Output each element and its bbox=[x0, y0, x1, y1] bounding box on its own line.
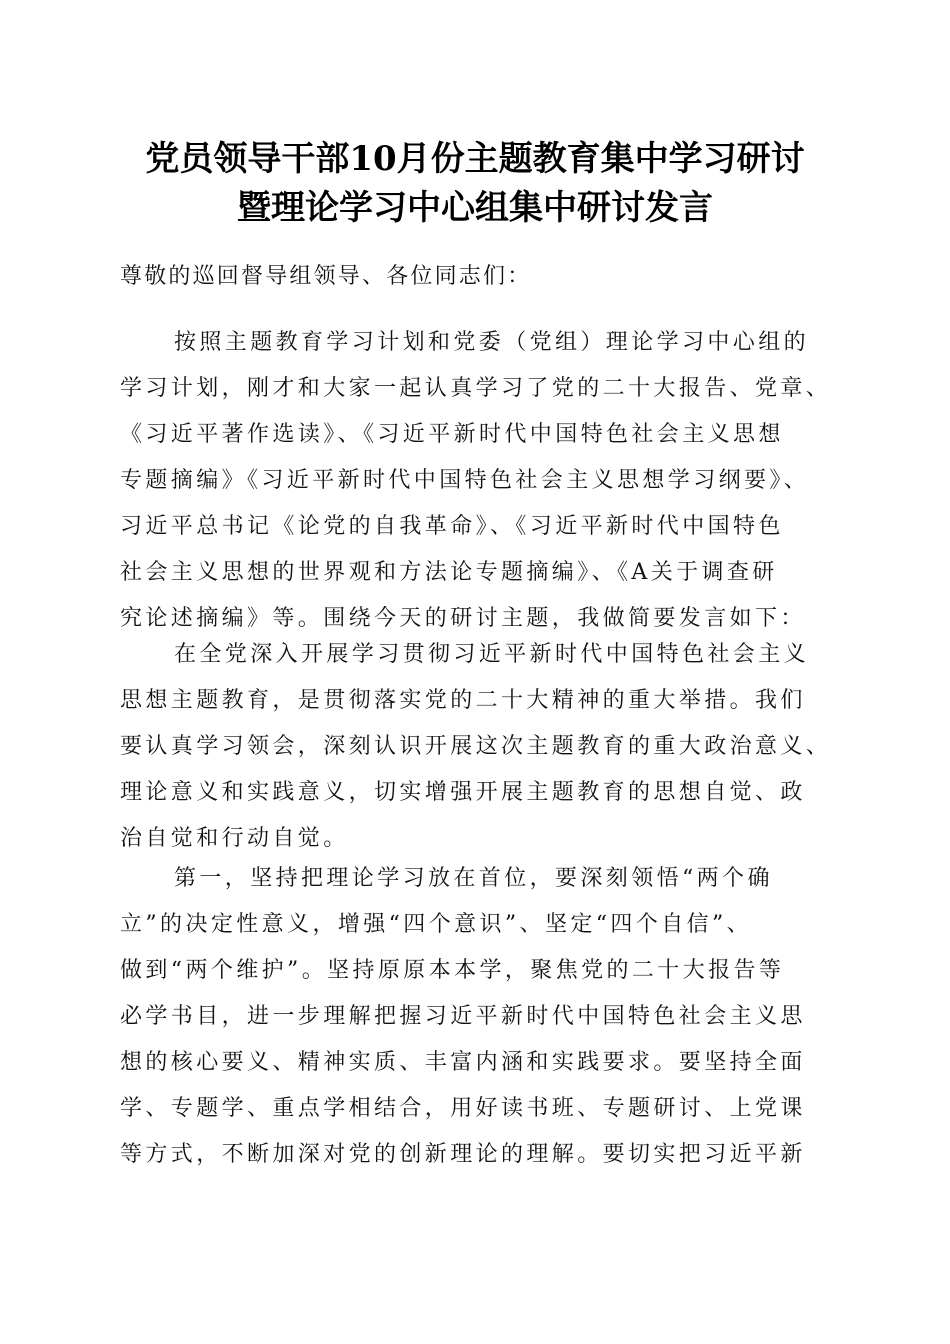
paragraph-line: 第一，坚持把理论学习放在首位，要深刻领悟“两个确 bbox=[174, 866, 773, 891]
paragraph-1 bbox=[120, 320, 840, 642]
paragraph-3 bbox=[120, 856, 840, 1178]
document-title-line-1: 党员领导干部10月份主题教育集中学习研讨 bbox=[145, 139, 805, 179]
paragraph-2 bbox=[120, 632, 840, 862]
paragraph-line: 思想主题教育，是贯彻落实党的二十大精神的重大举措。我们 bbox=[120, 688, 806, 713]
paragraph-line: 究论述摘编》等。围绕今天的研讨主题，我做简要发言如下： bbox=[120, 606, 806, 631]
paragraph-line: 立”的决定性意义，增强“四个意识”、坚定“四个自信”、 bbox=[120, 912, 753, 937]
paragraph-line: 要认真学习领会，深刻认识开展这次主题教育的重大政治意义、 bbox=[120, 734, 832, 759]
paragraph-line: 专题摘编》《习近平新时代中国特色社会主义思想学习纲要》、 bbox=[120, 468, 810, 493]
paragraph-line: 治自觉和行动自觉。 bbox=[120, 826, 349, 851]
paragraph-line: 《习近平著作选读》、《习近平新时代中国特色社会主义思想 bbox=[120, 422, 784, 447]
paragraph-line: 在全党深入开展学习贯彻习近平新时代中国特色社会主义 bbox=[174, 642, 810, 667]
paragraph-line: 等方式，不断加深对党的创新理论的理解。要切实把习近平新 bbox=[120, 1142, 806, 1167]
paragraph-line: 按照主题教育学习计划和党委（党组）理论学习中心组的 bbox=[174, 330, 810, 355]
paragraph-line: 学习计划，刚才和大家一起认真学习了党的二十大报告、党章、 bbox=[120, 376, 832, 401]
salutation: 尊敬的巡回督导组领导、各位同志们： bbox=[120, 264, 532, 289]
document-title-line-2: 暨理论学习中心组集中研讨发言 bbox=[237, 188, 713, 228]
paragraph-line: 做到“两个维护”。坚持原原本本学，聚焦党的二十大报告等 bbox=[120, 958, 785, 983]
paragraph-line: 想的核心要义、精神实质、丰富内涵和实践要求。要坚持全面 bbox=[120, 1050, 806, 1075]
paragraph-line: 学、专题学、重点学相结合，用好读书班、专题研讨、上党课 bbox=[120, 1096, 806, 1121]
paragraph-line: 习近平总书记《论党的自我革命》、《习近平新时代中国特色 bbox=[120, 514, 784, 539]
paragraph-line: 必学书目，进一步理解把握习近平新时代中国特色社会主义思 bbox=[120, 1004, 806, 1029]
paragraph-line: 社会主义思想的世界观和方法论专题摘编》、《A关于调查研 bbox=[120, 560, 778, 585]
paragraph-line: 理论意义和实践意义，切实增强开展主题教育的思想自觉、政 bbox=[120, 780, 806, 805]
